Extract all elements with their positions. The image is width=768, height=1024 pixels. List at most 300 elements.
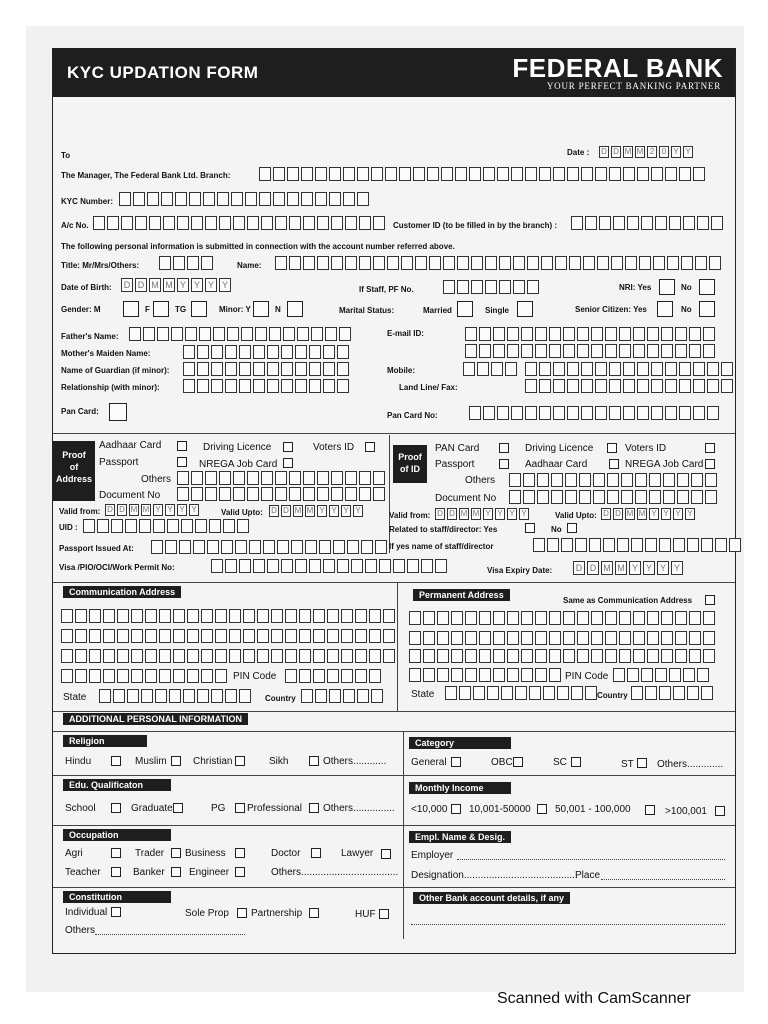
entry-cell[interactable]	[161, 192, 173, 206]
poi-passport-check[interactable]	[499, 459, 509, 469]
entry-cell[interactable]	[357, 192, 369, 206]
entry-cell[interactable]	[609, 379, 621, 393]
entry-cell[interactable]	[139, 519, 151, 533]
entry-cell[interactable]	[675, 631, 687, 645]
entry-cell[interactable]	[75, 669, 87, 683]
entry-cell[interactable]	[121, 216, 133, 230]
entry-cell[interactable]	[609, 406, 621, 420]
poi-pan-check[interactable]	[499, 443, 509, 453]
entry-cell[interactable]	[383, 609, 395, 623]
entry-cell[interactable]	[613, 668, 625, 682]
uid-cells[interactable]	[83, 519, 251, 533]
entry-cell[interactable]	[197, 689, 209, 703]
category-general-check[interactable]	[451, 757, 461, 767]
entry-cell[interactable]	[197, 345, 209, 359]
entry-cell[interactable]	[205, 471, 217, 485]
occ-trader-check[interactable]	[171, 848, 181, 858]
entry-cell[interactable]	[229, 609, 241, 623]
entry-cell[interactable]	[521, 668, 533, 682]
entry-cell[interactable]	[605, 344, 617, 358]
entry-cell[interactable]	[315, 192, 327, 206]
entry-cell[interactable]	[599, 216, 611, 230]
entry-cell[interactable]	[337, 379, 349, 393]
entry-cell[interactable]	[591, 327, 603, 341]
entry-cell[interactable]	[267, 345, 279, 359]
entry-cell[interactable]	[383, 629, 395, 643]
entry-cell[interactable]	[437, 631, 449, 645]
entry-cell[interactable]	[357, 167, 369, 181]
entry-cell[interactable]	[607, 473, 619, 487]
entry-cell[interactable]	[665, 362, 677, 376]
date-cell[interactable]: M	[636, 147, 644, 156]
visa-cells[interactable]	[211, 559, 449, 573]
entry-cell[interactable]	[535, 649, 547, 663]
entry-cell[interactable]	[623, 167, 635, 181]
date-cell[interactable]: Y	[341, 505, 351, 517]
entry-cell[interactable]	[191, 487, 203, 501]
entry-cell[interactable]	[521, 649, 533, 663]
entry-cell[interactable]	[535, 631, 547, 645]
entry-cell[interactable]	[175, 192, 187, 206]
occ-lawyer-check[interactable]	[381, 849, 391, 859]
entry-cell[interactable]	[619, 344, 631, 358]
entry-cell[interactable]	[339, 327, 351, 341]
entry-cell[interactable]	[593, 490, 605, 504]
entry-cell[interactable]	[561, 538, 573, 552]
religion-muslim-check[interactable]	[171, 756, 181, 766]
entry-cell[interactable]	[647, 344, 659, 358]
entry-cell[interactable]	[651, 379, 663, 393]
date-cell[interactable]: Y	[661, 508, 671, 520]
entry-cell[interactable]	[201, 649, 213, 663]
entry-cell[interactable]	[211, 379, 223, 393]
entry-cell[interactable]	[301, 192, 313, 206]
occ-engineer-check[interactable]	[235, 867, 245, 877]
entry-cell[interactable]	[387, 256, 399, 270]
perm-pin-cells[interactable]	[613, 668, 711, 682]
entry-cell[interactable]	[477, 362, 489, 376]
entry-cell[interactable]	[289, 216, 301, 230]
entry-cell[interactable]	[693, 379, 705, 393]
entry-cell[interactable]	[437, 649, 449, 663]
entry-cell[interactable]	[605, 327, 617, 341]
entry-cell[interactable]	[567, 406, 579, 420]
date-cell[interactable]: Y	[629, 561, 641, 575]
entry-cell[interactable]	[663, 490, 675, 504]
entry-cell[interactable]	[201, 629, 213, 643]
entry-cell[interactable]	[369, 669, 381, 683]
entry-cell[interactable]	[605, 611, 617, 625]
entry-cell[interactable]	[207, 540, 219, 554]
entry-cell[interactable]	[457, 280, 469, 294]
entry-cell[interactable]	[683, 668, 695, 682]
entry-cell[interactable]	[499, 280, 511, 294]
entry-cell[interactable]	[653, 256, 665, 270]
entry-cell[interactable]	[539, 167, 551, 181]
entry-cell[interactable]	[153, 519, 165, 533]
entry-cell[interactable]	[483, 406, 495, 420]
entry-cell[interactable]	[619, 649, 631, 663]
entry-cell[interactable]	[385, 167, 397, 181]
entry-cell[interactable]	[299, 629, 311, 643]
entry-cell[interactable]	[709, 256, 721, 270]
entry-cell[interactable]	[289, 487, 301, 501]
entry-cell[interactable]	[585, 686, 597, 700]
nri-no-box[interactable]	[699, 279, 715, 295]
entry-cell[interactable]	[215, 669, 227, 683]
entry-cell[interactable]	[437, 668, 449, 682]
entry-cell[interactable]	[61, 609, 73, 623]
date-cell[interactable]: D	[121, 278, 133, 292]
entry-cell[interactable]	[479, 668, 491, 682]
entry-cell[interactable]	[651, 362, 663, 376]
entry-cell[interactable]	[613, 216, 625, 230]
entry-cell[interactable]	[707, 406, 719, 420]
entry-cell[interactable]	[149, 216, 161, 230]
entry-cell[interactable]	[369, 609, 381, 623]
entry-cell[interactable]	[423, 631, 435, 645]
occ-doctor-check[interactable]	[311, 848, 321, 858]
perm-country-cells[interactable]	[631, 686, 715, 700]
entry-cell[interactable]	[229, 629, 241, 643]
related-no-check[interactable]	[567, 523, 577, 533]
minor-y-box[interactable]	[253, 301, 269, 317]
entry-cell[interactable]	[591, 631, 603, 645]
entry-cell[interactable]	[621, 473, 633, 487]
entry-cell[interactable]	[451, 649, 463, 663]
entry-cell[interactable]	[329, 192, 341, 206]
entry-cell[interactable]	[507, 668, 519, 682]
entry-cell[interactable]	[145, 629, 157, 643]
entry-cell[interactable]	[173, 256, 185, 270]
entry-cell[interactable]	[691, 490, 703, 504]
entry-cell[interactable]	[535, 344, 547, 358]
entry-cell[interactable]	[533, 538, 545, 552]
entry-cell[interactable]	[507, 631, 519, 645]
entry-cell[interactable]	[253, 345, 265, 359]
entry-cell[interactable]	[243, 649, 255, 663]
entry-cell[interactable]	[323, 362, 335, 376]
entry-cell[interactable]	[485, 280, 497, 294]
entry-cell[interactable]	[233, 471, 245, 485]
email-cells-d[interactable]	[605, 344, 717, 358]
entry-cell[interactable]	[355, 629, 367, 643]
entry-cell[interactable]	[621, 490, 633, 504]
entry-cell[interactable]	[493, 668, 505, 682]
edu-pg-check[interactable]	[235, 803, 245, 813]
entry-cell[interactable]	[429, 256, 441, 270]
entry-cell[interactable]	[451, 611, 463, 625]
entry-cell[interactable]	[247, 487, 259, 501]
date-cell[interactable]: Y	[205, 278, 217, 292]
entry-cell[interactable]	[457, 256, 469, 270]
poa-valid-from-cells[interactable]	[105, 504, 201, 516]
entry-cell[interactable]	[577, 327, 589, 341]
entry-cell[interactable]	[147, 192, 159, 206]
date-cell[interactable]: Y	[507, 508, 517, 520]
entry-cell[interactable]	[707, 379, 719, 393]
email-cells-b[interactable]	[605, 327, 717, 341]
edu-professional-check[interactable]	[309, 803, 319, 813]
entry-cell[interactable]	[345, 256, 357, 270]
entry-cell[interactable]	[369, 629, 381, 643]
entry-cell[interactable]	[355, 609, 367, 623]
entry-cell[interactable]	[225, 559, 237, 573]
entry-cell[interactable]	[649, 490, 661, 504]
entry-cell[interactable]	[665, 379, 677, 393]
entry-cell[interactable]	[579, 473, 591, 487]
entry-cell[interactable]	[303, 487, 315, 501]
entry-cell[interactable]	[299, 669, 311, 683]
entry-cell[interactable]	[435, 559, 447, 573]
entry-cell[interactable]	[343, 192, 355, 206]
entry-cell[interactable]	[493, 631, 505, 645]
entry-cell[interactable]	[247, 216, 259, 230]
entry-cell[interactable]	[565, 473, 577, 487]
entry-cell[interactable]	[595, 362, 607, 376]
guardian-cells[interactable]	[183, 362, 351, 376]
entry-cell[interactable]	[341, 649, 353, 663]
entry-cell[interactable]	[413, 167, 425, 181]
entry-cell[interactable]	[173, 609, 185, 623]
entry-cell[interactable]	[327, 629, 339, 643]
entry-cell[interactable]	[211, 689, 223, 703]
other-bank-line[interactable]	[411, 916, 725, 925]
entry-cell[interactable]	[675, 649, 687, 663]
entry-cell[interactable]	[317, 216, 329, 230]
occ-teacher-check[interactable]	[111, 867, 121, 877]
date-cell[interactable]: M	[294, 506, 302, 515]
gender-f-box[interactable]	[153, 301, 169, 317]
date-cell[interactable]: M	[142, 505, 150, 514]
entry-cell[interactable]	[421, 559, 433, 573]
kyc-number-cells[interactable]	[119, 192, 371, 206]
entry-cell[interactable]	[497, 167, 509, 181]
entry-cell[interactable]	[627, 216, 639, 230]
entry-cell[interactable]	[409, 631, 421, 645]
entry-cell[interactable]	[521, 611, 533, 625]
entry-cell[interactable]	[661, 611, 673, 625]
entry-cell[interactable]	[301, 167, 313, 181]
entry-cell[interactable]	[673, 686, 685, 700]
entry-cell[interactable]	[259, 167, 271, 181]
entry-cell[interactable]	[443, 256, 455, 270]
date-cell[interactable]: Y	[189, 504, 199, 516]
entry-cell[interactable]	[529, 686, 541, 700]
date-cells[interactable]	[599, 146, 695, 158]
entry-cell[interactable]	[649, 473, 661, 487]
entry-cell[interactable]	[665, 167, 677, 181]
entry-cell[interactable]	[399, 167, 411, 181]
entry-cell[interactable]	[679, 406, 691, 420]
entry-cell[interactable]	[203, 192, 215, 206]
entry-cell[interactable]	[301, 689, 313, 703]
entry-cell[interactable]	[721, 379, 733, 393]
entry-cell[interactable]	[219, 216, 231, 230]
entry-cell[interactable]	[267, 559, 279, 573]
entry-cell[interactable]	[331, 256, 343, 270]
mother-cells[interactable]	[183, 345, 351, 359]
ac-no-cells[interactable]	[93, 216, 387, 230]
entry-cell[interactable]	[465, 327, 477, 341]
entry-cell[interactable]	[191, 216, 203, 230]
poa-others-cells[interactable]	[177, 471, 387, 485]
entry-cell[interactable]	[311, 327, 323, 341]
date-cell[interactable]: Y	[317, 505, 327, 517]
entry-cell[interactable]	[281, 559, 293, 573]
entry-cell[interactable]	[83, 519, 95, 533]
entry-cell[interactable]	[93, 216, 105, 230]
entry-cell[interactable]	[703, 611, 715, 625]
entry-cell[interactable]	[289, 256, 301, 270]
entry-cell[interactable]	[427, 167, 439, 181]
entry-cell[interactable]	[313, 669, 325, 683]
entry-cell[interactable]	[525, 362, 537, 376]
entry-cell[interactable]	[535, 611, 547, 625]
entry-cell[interactable]	[591, 344, 603, 358]
entry-cell[interactable]	[267, 362, 279, 376]
entry-cell[interactable]	[295, 345, 307, 359]
entry-cell[interactable]	[555, 256, 567, 270]
relationship-cells[interactable]	[183, 379, 351, 393]
entry-cell[interactable]	[655, 216, 667, 230]
entry-cell[interactable]	[285, 669, 297, 683]
entry-cell[interactable]	[635, 473, 647, 487]
entry-cell[interactable]	[551, 473, 563, 487]
comm-address-line4[interactable]	[61, 669, 229, 683]
entry-cell[interactable]	[131, 609, 143, 623]
entry-cell[interactable]	[173, 629, 185, 643]
entry-cell[interactable]	[239, 559, 251, 573]
entry-cell[interactable]	[185, 327, 197, 341]
perm-state-cells[interactable]	[445, 686, 599, 700]
entry-cell[interactable]	[259, 192, 271, 206]
entry-cell[interactable]	[379, 559, 391, 573]
entry-cell[interactable]	[459, 686, 471, 700]
entry-cell[interactable]	[525, 406, 537, 420]
entry-cell[interactable]	[317, 487, 329, 501]
entry-cell[interactable]	[483, 167, 495, 181]
entry-cell[interactable]	[221, 540, 233, 554]
entry-cell[interactable]	[443, 280, 455, 294]
entry-cell[interactable]	[677, 473, 689, 487]
entry-cell[interactable]	[595, 167, 607, 181]
poa-nrega-check[interactable]	[283, 458, 293, 468]
date-cell[interactable]: M	[149, 278, 161, 292]
staff-pf-cells[interactable]	[443, 280, 541, 294]
place-line[interactable]	[601, 871, 725, 880]
perm-address-line3[interactable]	[409, 649, 717, 663]
religion-sikh-check[interactable]	[309, 756, 319, 766]
entry-cell[interactable]	[145, 609, 157, 623]
entry-cell[interactable]	[329, 167, 341, 181]
entry-cell[interactable]	[257, 649, 269, 663]
email-cells-c[interactable]	[465, 344, 619, 358]
entry-cell[interactable]	[415, 256, 427, 270]
entry-cell[interactable]	[333, 540, 345, 554]
entry-cell[interactable]	[309, 362, 321, 376]
entry-cell[interactable]	[509, 473, 521, 487]
entry-cell[interactable]	[331, 216, 343, 230]
date-cell[interactable]: D	[135, 278, 147, 292]
entry-cell[interactable]	[581, 406, 593, 420]
father-cells[interactable]	[129, 327, 353, 341]
const-others-line[interactable]	[95, 926, 245, 935]
entry-cell[interactable]	[441, 167, 453, 181]
entry-cell[interactable]	[689, 611, 701, 625]
entry-cell[interactable]	[199, 327, 211, 341]
entry-cell[interactable]	[521, 631, 533, 645]
entry-cell[interactable]	[271, 649, 283, 663]
entry-cell[interactable]	[355, 669, 367, 683]
entry-cell[interactable]	[305, 540, 317, 554]
date-cell[interactable]: Y	[483, 508, 493, 520]
date-cell[interactable]: Y	[657, 561, 669, 575]
entry-cell[interactable]	[239, 345, 251, 359]
entry-cell[interactable]	[623, 362, 635, 376]
title-cells[interactable]	[159, 256, 215, 270]
comm-country-cells[interactable]	[301, 689, 385, 703]
entry-cell[interactable]	[501, 686, 513, 700]
entry-cell[interactable]	[527, 280, 539, 294]
entry-cell[interactable]	[641, 216, 653, 230]
entry-cell[interactable]	[309, 559, 321, 573]
entry-cell[interactable]	[187, 649, 199, 663]
income-3-check[interactable]	[645, 805, 655, 815]
entry-cell[interactable]	[187, 629, 199, 643]
entry-cell[interactable]	[633, 649, 645, 663]
entry-cell[interactable]	[261, 487, 273, 501]
entry-cell[interactable]	[227, 327, 239, 341]
entry-cell[interactable]	[151, 540, 163, 554]
entry-cell[interactable]	[277, 540, 289, 554]
entry-cell[interactable]	[729, 538, 741, 552]
date-cell[interactable]: Y	[649, 508, 659, 520]
entry-cell[interactable]	[451, 668, 463, 682]
entry-cell[interactable]	[641, 668, 653, 682]
entry-cell[interactable]	[513, 256, 525, 270]
entry-cell[interactable]	[355, 649, 367, 663]
entry-cell[interactable]	[247, 471, 259, 485]
entry-cell[interactable]	[325, 327, 337, 341]
entry-cell[interactable]	[675, 327, 687, 341]
date-cell[interactable]: Y	[153, 504, 163, 516]
date-cell[interactable]: D	[587, 561, 599, 575]
entry-cell[interactable]	[329, 689, 341, 703]
date-cell[interactable]: Y	[219, 278, 231, 292]
entry-cell[interactable]	[159, 609, 171, 623]
entry-cell[interactable]	[299, 609, 311, 623]
comm-address-line2[interactable]	[61, 629, 397, 643]
entry-cell[interactable]	[345, 216, 357, 230]
poi-voters-check[interactable]	[705, 443, 715, 453]
comm-pin-cells[interactable]	[285, 669, 383, 683]
entry-cell[interactable]	[253, 379, 265, 393]
entry-cell[interactable]	[703, 649, 715, 663]
entry-cell[interactable]	[633, 611, 645, 625]
entry-cell[interactable]	[373, 256, 385, 270]
entry-cell[interactable]	[141, 689, 153, 703]
entry-cell[interactable]	[525, 167, 537, 181]
entry-cell[interactable]	[563, 631, 575, 645]
entry-cell[interactable]	[667, 256, 679, 270]
entry-cell[interactable]	[565, 490, 577, 504]
entry-cell[interactable]	[507, 649, 519, 663]
date-cell[interactable]: Y	[673, 508, 683, 520]
entry-cell[interactable]	[549, 344, 561, 358]
category-obc-check[interactable]	[513, 757, 523, 767]
entry-cell[interactable]	[645, 686, 657, 700]
